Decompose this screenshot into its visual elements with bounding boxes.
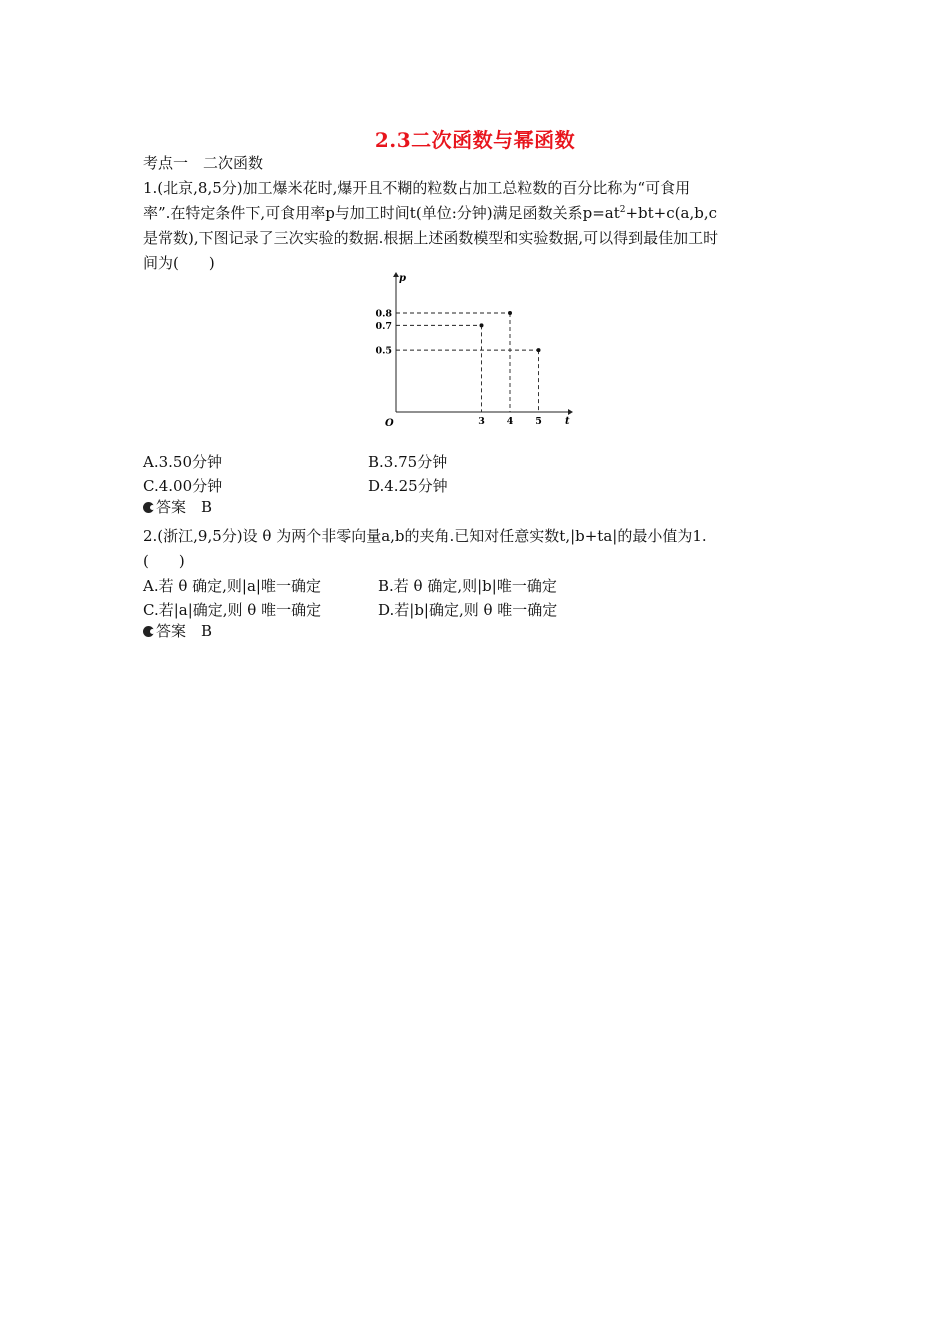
page-title: 2.3二次函数与幂函数 (374, 128, 576, 152)
x-tick-label: 5 (535, 416, 542, 427)
q1-text-line-2 (143, 202, 717, 224)
q1-exponent: 2 (619, 205, 626, 215)
q1-option-a: A.3.50分钟 (143, 453, 222, 471)
q1-text-line-3: 是常数),下图记录了三次实验的数据.根据上述函数模型和实验数据,可以得到最佳加工时 (143, 229, 719, 247)
origin-label: O (385, 418, 394, 429)
q1-text-line-4: 间为( ) (143, 254, 215, 272)
q1-text-line-2a: 率”.在特定条件下,可食用率p与加工时间t(单位:分钟)满足函数关系p=at (143, 204, 620, 222)
q2-text-line-1: 2.(浙江,9,5分)设 θ 为两个非零向量a,b的夹角.已知对任意实数t,|b+ta|的最小值为1. (143, 527, 707, 545)
q1-option-b: B.3.75分钟 (368, 453, 448, 471)
q2-text-line-2: ( ) (143, 552, 185, 570)
x-tick-label: 3 (478, 416, 485, 427)
q1-text-line-2b: +bt+c(a,b,c (625, 204, 717, 222)
q1-chart (360, 268, 580, 430)
q1-option-d: D.4.25分钟 (368, 477, 448, 495)
q2-option-a: A.若 θ 确定,则|a|唯一确定 (143, 577, 321, 595)
data-point (537, 348, 541, 352)
q2-option-b: B.若 θ 确定,则|b|唯一确定 (378, 577, 557, 595)
y-tick-label: 0.8 (375, 308, 392, 320)
data-point (508, 311, 512, 315)
q1-option-c: C.4.00分钟 (143, 477, 223, 495)
section-heading: 考点一 二次函数 (143, 154, 264, 172)
x-axis-arrow (568, 409, 573, 415)
q1-answer-text: 答案 B (156, 498, 213, 516)
q2-answer (143, 620, 212, 642)
y-tick-label: 0.5 (375, 345, 392, 357)
q2-option-c: C.若|a|确定,则 θ 唯一确定 (143, 601, 322, 619)
x-axis-label: t (565, 416, 570, 427)
q1-text-line-1: 1.(北京,8,5分)加工爆米花时,爆开且不糊的粒数占加工总粒数的百分比称为“可食用 (143, 179, 691, 197)
q2-option-d: D.若|b|确定,则 θ 唯一确定 (378, 601, 558, 619)
answer-icon (143, 626, 154, 637)
q1-answer (143, 496, 212, 518)
q2-answer-text: 答案 B (156, 622, 213, 640)
y-axis-label: p (399, 273, 406, 284)
x-tick-label: 4 (506, 416, 514, 427)
y-tick-label: 0.7 (375, 320, 392, 332)
answer-icon (143, 502, 154, 513)
data-point (480, 323, 484, 327)
